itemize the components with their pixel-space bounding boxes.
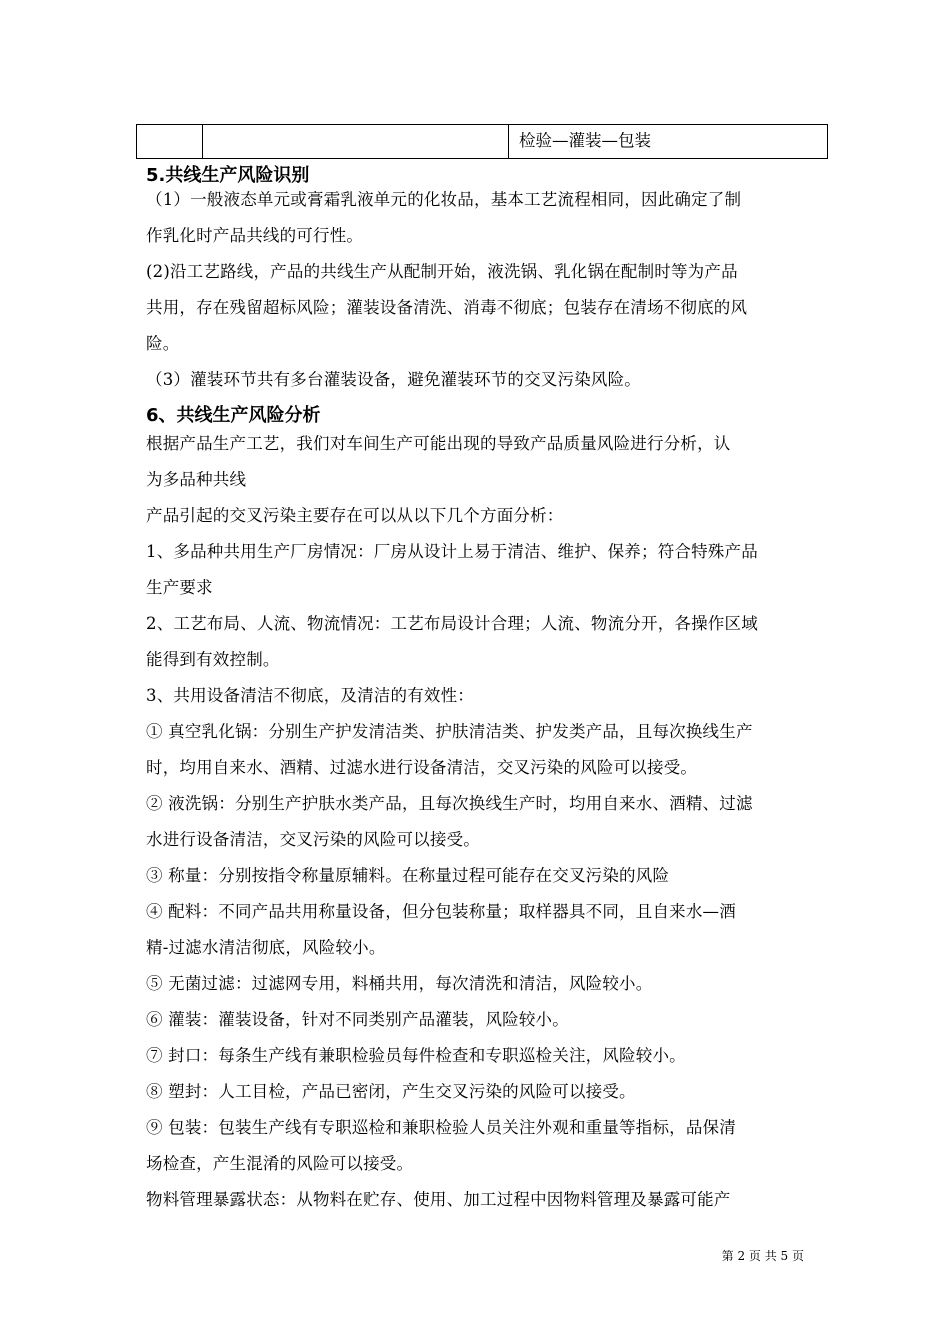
section-6-line: 2、工艺布局、人流、物流情况：工艺布局设计合理；人流、物流分开，各操作区域 (146, 614, 758, 633)
section-6-line: 物料管理暴露状态：从物料在贮存、使用、加工过程中因物料管理及暴露可能产 (146, 1190, 731, 1209)
section-6-line: ① 真空乳化锅：分别生产护发清洁类、护肤清洁类、护发类产品，且每次换线生产 (146, 722, 753, 741)
section-6-line: 生产要求 (146, 578, 213, 597)
section-6-line: 根据产品生产工艺，我们对车间生产可能出现的导致产品质量风险进行分析，认 (146, 434, 731, 453)
section-6-heading: 6、共线生产风险分析 (146, 405, 321, 426)
section-6-line: ⑤ 无菌过滤：过滤网专用，料桶共用，每次清洗和清洁，风险较小。 (146, 974, 653, 993)
section-6-line: 场检查，产生混淆的风险可以接受。 (146, 1154, 414, 1173)
section-5-line: (2)沿工艺路线，产品的共线生产从配制开始，液洗锅、乳化锅在配制时等为产品 (146, 262, 738, 281)
page-number-footer: 第 2 页 共 5 页 (721, 1249, 804, 1263)
section-6-line: 3、共用设备清洁不彻底，及清洁的有效性： (146, 686, 474, 705)
process-table (136, 124, 828, 159)
section-6-line: ⑥ 灌装：灌装设备，针对不同类别产品灌装，风险较小。 (146, 1010, 569, 1029)
section-6-line: 为多品种共线 (146, 470, 247, 489)
table-cell-process: 检验—灌装—包装 (519, 131, 651, 150)
section-5-line: （1）一般液态单元或膏霜乳液单元的化妆品，基本工艺流程相同，因此确定了制 (146, 190, 742, 209)
section-5-line: 作乳化时产品共线的可行性。 (146, 226, 364, 245)
section-6-line: 水进行设备清洁，交叉污染的风险可以接受。 (146, 830, 480, 849)
section-6-line: 精-过滤水清洁彻底，风险较小。 (146, 938, 386, 957)
section-6-line: 时，均用自来水、酒精、过滤水进行设备清洁，交叉污染的风险可以接受。 (146, 758, 698, 777)
section-6-line: ② 液洗锅：分别生产护肤水类产品，且每次换线生产时，均用自来水、酒精、过滤 (146, 794, 753, 813)
section-6-line: 产品引起的交叉污染主要存在可以从以下几个方面分析： (146, 506, 564, 525)
section-6-line: 能得到有效控制。 (146, 650, 280, 669)
section-6-line: ③ 称量：分别按指令称量原辅料。在称量过程可能存在交叉污染的风险 (146, 866, 670, 885)
section-5-line: （3）灌装环节共有多台灌装设备，避免灌装环节的交叉污染风险。 (146, 370, 641, 389)
section-5-line: 共用，存在残留超标风险；灌装设备清洗、消毒不彻底；包装存在清场不彻底的风 (146, 298, 748, 317)
table-cell-empty-2 (203, 125, 509, 158)
section-5-line: 险。 (146, 334, 180, 353)
section-6-line: 1、多品种共用生产厂房情况：厂房从设计上易于清洁、维护、保养；符合特殊产品 (146, 542, 758, 561)
section-6-line: ⑨ 包装：包装生产线有专职巡检和兼职检验人员关注外观和重量等指标，品保清 (146, 1118, 736, 1137)
section-6-line: ⑧ 塑封：人工目检，产品已密闭，产生交叉污染的风险可以接受。 (146, 1082, 636, 1101)
section-6-line: ⑦ 封口：每条生产线有兼职检验员每件检查和专职巡检关注，风险较小。 (146, 1046, 686, 1065)
section-5-heading: 5.共线生产风险识别 (146, 165, 310, 186)
section-6-line: ④ 配料：不同产品共用称量设备，但分包装称量；取样器具不同，且自来水—酒 (146, 902, 736, 921)
table-cell-empty-1 (137, 125, 203, 158)
